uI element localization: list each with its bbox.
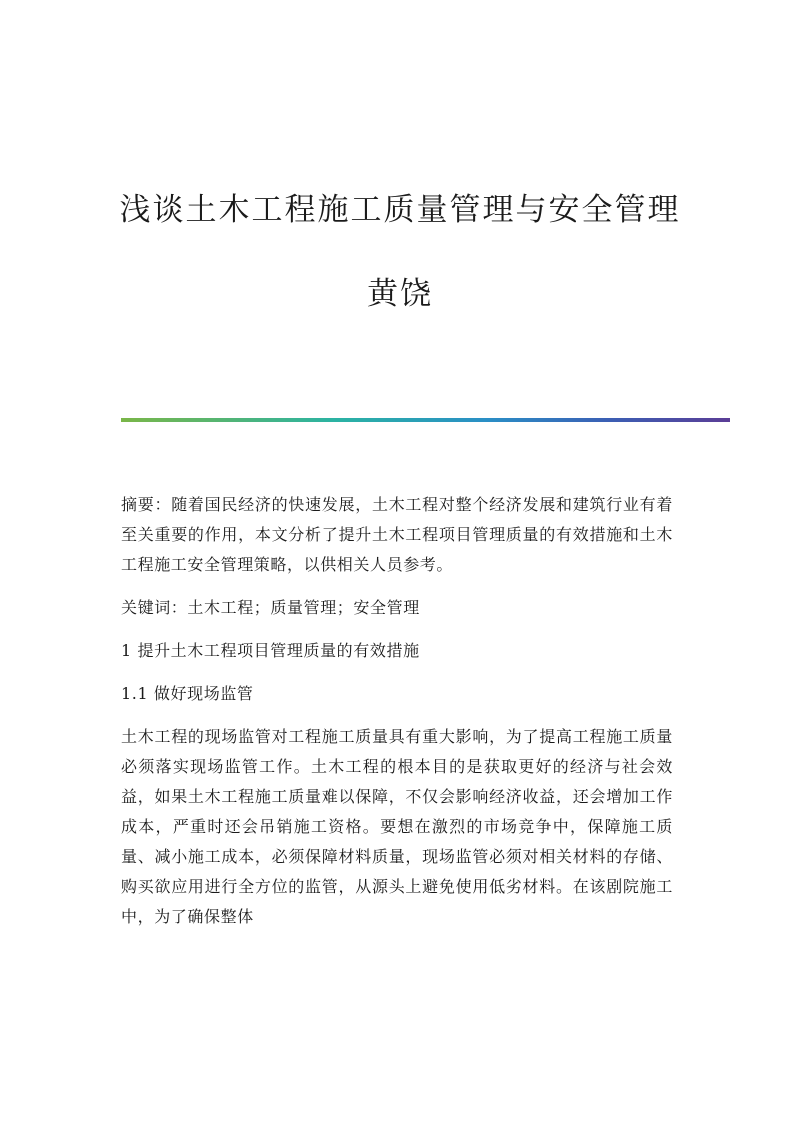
keywords-line: 关键词：土木工程；质量管理；安全管理: [121, 598, 420, 617]
body-paragraph: 土木工程的现场监管对工程施工质量具有重大影响，为了提高工程施工质量必须落实现场监管工作。土木工程的根本目的是获取更好的经济与社会效益，如果土木工程施工质量难以保障，不仅会影响经济收益，还会增加工作成本，严重时还会吊销施工资格。要想在激烈的市场竞争中，保障施工质量、减小施工成本，必须保障材料质量，现场监管必须对相关材料的存储、购买欲应用进行全方位的监管，从源头上避免使用低劣材料。在该剧院施工中，为了确保整体: [121, 727, 673, 926]
subsection-heading: 1.1 做好现场监管: [121, 684, 254, 703]
document-body: [121, 490, 673, 945]
section-heading: 1 提升土木工程项目管理质量的有效措施: [121, 641, 420, 660]
page-title: 浅谈土木工程施工质量管理与安全管理: [119, 192, 681, 228]
abstract-paragraph: 摘要：随着国民经济的快速发展，土木工程对整个经济发展和建筑行业有着至关重要的作用，本文分析了提升土木工程项目管理质量的有效措施和土木工程施工安全管理策略，以供相关人员参考。: [121, 495, 673, 574]
author-name: 黄饶: [367, 276, 433, 312]
gradient-divider: [121, 418, 730, 422]
